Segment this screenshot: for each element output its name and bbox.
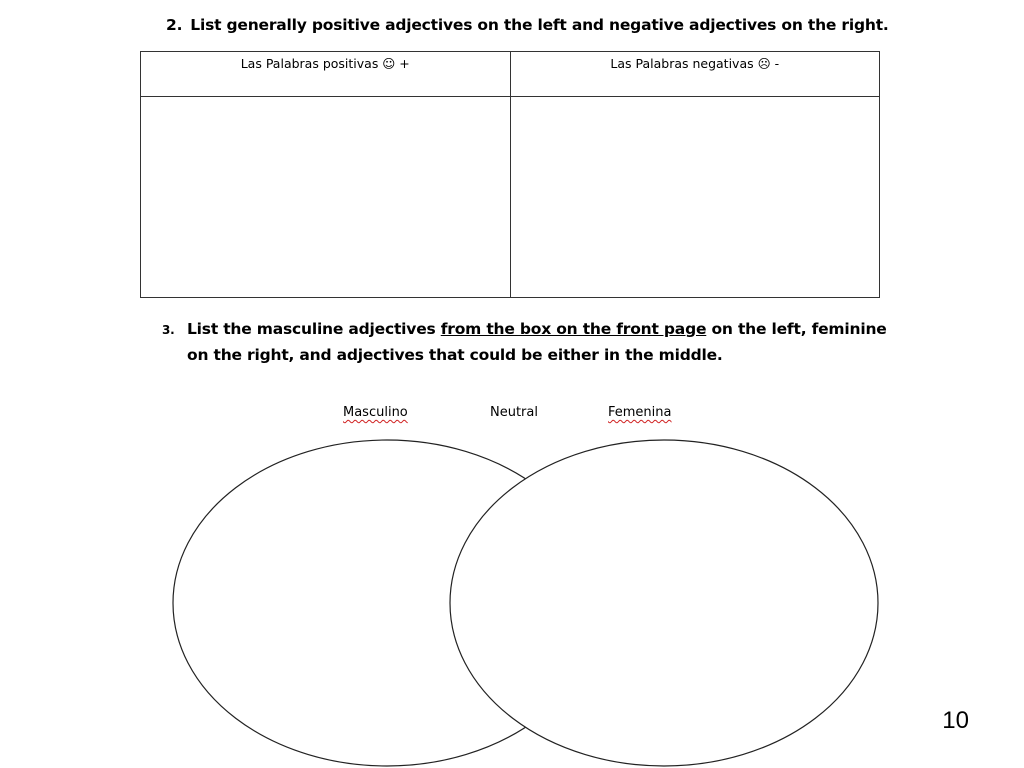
question-3-text-part2: on the left, feminine bbox=[706, 320, 887, 338]
venn-label-femenina: Femenina bbox=[608, 405, 672, 420]
question-3-line-2: on the right, and adjectives that could be either in the middle. bbox=[187, 346, 723, 364]
question-2-number: 2. bbox=[166, 16, 183, 34]
venn-right-circle[interactable] bbox=[450, 440, 878, 766]
venn-label-masculino: Masculino bbox=[343, 405, 408, 420]
question-3-text-part1: List the masculine adjectives bbox=[187, 320, 441, 338]
question-3-number: 3. bbox=[162, 323, 175, 337]
question-3-underlined: from the box on the front page bbox=[440, 320, 707, 338]
positive-header: Las Palabras positivas ☺ + bbox=[141, 52, 511, 97]
question-2-text: List generally positive adjectives on the left and negative adjectives on the right. bbox=[190, 16, 889, 34]
venn-label-neutral: Neutral bbox=[490, 405, 538, 420]
page-number: 10 bbox=[942, 707, 969, 734]
negative-header: Las Palabras negativas ☹ - bbox=[510, 52, 880, 97]
